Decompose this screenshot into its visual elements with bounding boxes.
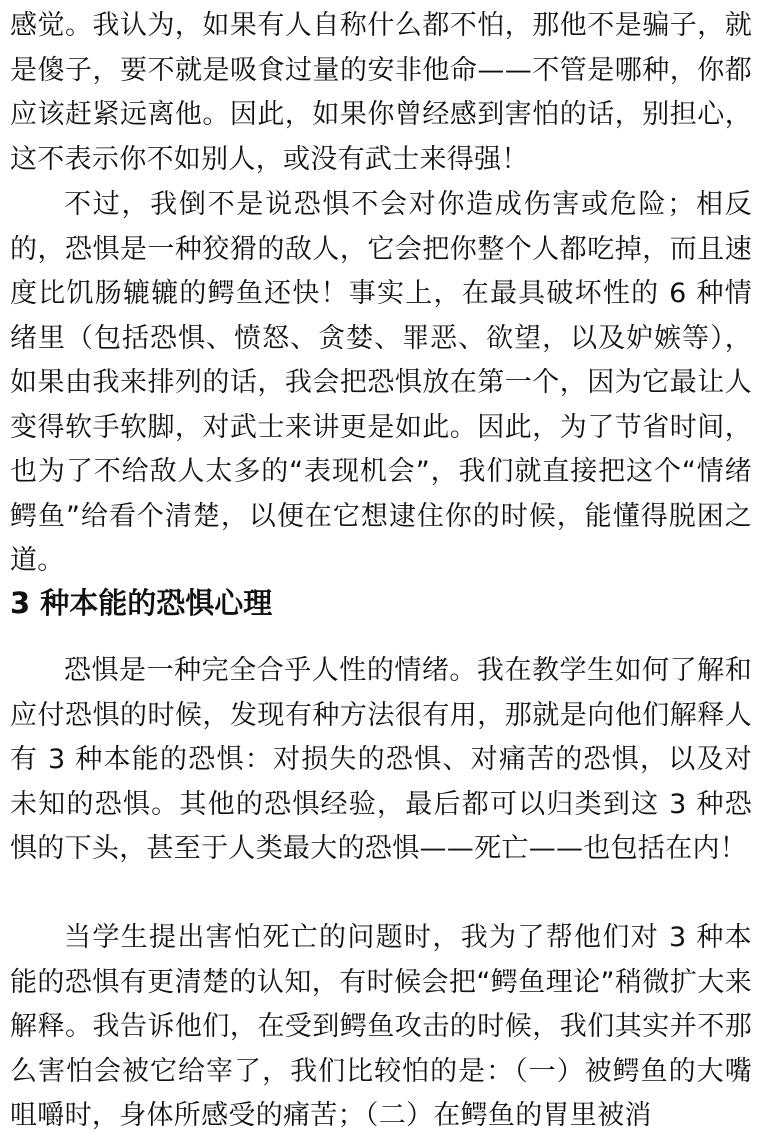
body-paragraph: 不过，我倒不是说恐惧不会对你造成伤害或危险；相反的，恐惧是一种狡猾的敌人，它会把你整个人都吃掉，而且速度比饥肠辘辘的鳄鱼还快！事实上，在最具破坏性的 6 种情绪里（包括恐惧、愤怒、贪婪、罪恶、欲望，以及妒嫉等），如果由我来排列的话，我会把恐惧放在第一个，因为它最让人变得软手软脚，对武士来讲更是如此。因此，为了节省时间，也为了不给敌人太多的“表现机会”，我们就直接把这个“情绪鳄鱼”给看个清楚，以便在它想逮住你的时候，能懂得脱困之道。 — [10, 189, 752, 576]
section-heading: 3 种本能的恐惧心理 — [10, 586, 273, 620]
body-paragraph: 感觉。我认为，如果有人自称什么都不怕，那他不是骗子，就是傻子，要不就是吸食过量的安非他命——不管是哪种，你都应该赶紧远离他。因此，如果你曾经感到害怕的话，别担心，这不表示你不如别人，或没有武士来得强！ — [10, 10, 752, 175]
body-paragraph: 当学生提出害怕死亡的问题时，我为了帮他们对 3 种本能的恐惧有更清楚的认知，有时候会把“鳄鱼理论”稍微扩大来解释。我告诉他们，在受到鳄鱼攻击的时候，我们其实并不那么害怕会被它给宰了，我们比较怕的是：（一）被鳄鱼的大嘴咀嚼时，身体所感受的痛苦；（二）在鳄鱼的胃里被消 — [10, 922, 752, 1131]
body-paragraph: 恐惧是一种完全合乎人性的情绪。我在教学生如何了解和应付恐惧的时候，发现有种方法很有用，那就是向他们解释人有 3 种本能的恐惧：对损失的恐惧、对痛苦的恐惧，以及对未知的恐惧。其他的恐惧经验，最后都可以归类到这 3 种恐惧的下头，甚至于人类最大的恐惧——死亡——也包括在内！ — [10, 655, 752, 864]
